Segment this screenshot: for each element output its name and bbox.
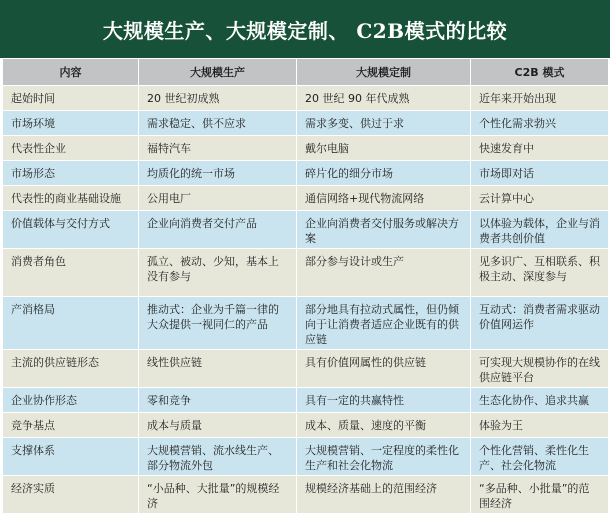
c2b-cell: 见多识广、互相联系、积极主动、深度参与	[471, 249, 609, 297]
row-label-cell: 代表性企业	[3, 136, 139, 161]
table-row	[3, 161, 609, 186]
page-title: 大规模生产、大规模定制、 C2B模式的比较	[0, 0, 610, 58]
mass-customization-cell: 部分参与设计或生产	[297, 249, 471, 297]
c2b-cell: 近年来开始出现	[471, 86, 609, 111]
c2b-cell: 云计算中心	[471, 186, 609, 211]
header-cell-mass-production: 大规模生产	[139, 59, 297, 86]
mass-production-cell: 大规模营销、流水线生产、部分物流外包	[139, 438, 297, 476]
mass-production-cell: 推动式：企业为千篇一律的大众提供一视同仁的产品	[139, 297, 297, 350]
mass-customization-cell: 成本、质量、速度的平衡	[297, 413, 471, 438]
mass-customization-cell: 戴尔电脑	[297, 136, 471, 161]
table-row	[3, 136, 609, 161]
table-body	[3, 86, 609, 514]
mass-customization-cell: 大规模营销、一定程度的柔性化生产和社会化物流	[297, 438, 471, 476]
mass-production-cell: 需求稳定、供不应求	[139, 111, 297, 136]
table-row	[3, 438, 609, 476]
row-label-cell: 市场形态	[3, 161, 139, 186]
row-label-cell: 价值载体与交付方式	[3, 211, 139, 249]
table-row	[3, 249, 609, 297]
mass-production-cell: 企业向消费者交付产品	[139, 211, 297, 249]
c2b-cell: 可实现大规模协作的在线供应链平台	[471, 350, 609, 388]
table-row	[3, 111, 609, 136]
c2b-cell: 市场即对话	[471, 161, 609, 186]
c2b-cell: 个性化营销、柔性化生产、社会化物流	[471, 438, 609, 476]
c2b-cell: 互动式：消费者需求驱动价值网运作	[471, 297, 609, 350]
table-row	[3, 413, 609, 438]
table-header-row	[3, 59, 609, 86]
table-row	[3, 388, 609, 413]
mass-customization-cell: 碎片化的细分市场	[297, 161, 471, 186]
row-label-cell: 产消格局	[3, 297, 139, 350]
table-row	[3, 211, 609, 249]
c2b-cell: “多品种、小批量”的范围经济	[471, 476, 609, 514]
mass-production-cell: 均质化的统一市场	[139, 161, 297, 186]
mass-customization-cell: 部分地具有拉动式属性，但仍倾向于让消费者适应企业既有的供应链	[297, 297, 471, 350]
c2b-cell: 以体验为载体，企业与消费者共创价值	[471, 211, 609, 249]
mass-customization-cell: 20 世纪 90 年代成熟	[297, 86, 471, 111]
table-row	[3, 297, 609, 350]
mass-production-cell: 公用电厂	[139, 186, 297, 211]
mass-production-cell: 零和竞争	[139, 388, 297, 413]
mass-production-cell: 20 世纪初成熟	[139, 86, 297, 111]
mass-customization-cell: 企业向消费者交付服务或解决方案	[297, 211, 471, 249]
mass-customization-cell: 需求多变、供过于求	[297, 111, 471, 136]
mass-customization-cell: 通信网络+现代物流网络	[297, 186, 471, 211]
table-row	[3, 476, 609, 514]
row-label-cell: 企业协作形态	[3, 388, 139, 413]
row-label-cell: 代表性的商业基础设施	[3, 186, 139, 211]
row-label-cell: 支撑体系	[3, 438, 139, 476]
row-label-cell: 经济实质	[3, 476, 139, 514]
mass-production-cell: 孤立、被动、少知，基本上没有参与	[139, 249, 297, 297]
row-label-cell: 竞争基点	[3, 413, 139, 438]
table-row	[3, 86, 609, 111]
mass-customization-cell: 具有价值网属性的供应链	[297, 350, 471, 388]
header-cell-c2b: C2B 模式	[471, 59, 609, 86]
header-cell-mass-customization: 大规模定制	[297, 59, 471, 86]
row-label-cell: 市场环境	[3, 111, 139, 136]
mass-customization-cell: 具有一定的共赢特性	[297, 388, 471, 413]
c2b-cell: 快速发育中	[471, 136, 609, 161]
mass-customization-cell: 规模经济基础上的范围经济	[297, 476, 471, 514]
mass-production-cell: 成本与质量	[139, 413, 297, 438]
comparison-table	[2, 58, 609, 514]
header-cell-content: 内容	[3, 59, 139, 86]
row-label-cell: 起始时间	[3, 86, 139, 111]
mass-production-cell: 线性供应链	[139, 350, 297, 388]
row-label-cell: 消费者角色	[3, 249, 139, 297]
mass-production-cell: “小品种、大批量”的规模经济	[139, 476, 297, 514]
table-row	[3, 186, 609, 211]
row-label-cell: 主流的供应链形态	[3, 350, 139, 388]
c2b-cell: 体验为王	[471, 413, 609, 438]
c2b-cell: 个性化需求勃兴	[471, 111, 609, 136]
table-row	[3, 350, 609, 388]
mass-production-cell: 福特汽车	[139, 136, 297, 161]
c2b-cell: 生态化协作、追求共赢	[471, 388, 609, 413]
